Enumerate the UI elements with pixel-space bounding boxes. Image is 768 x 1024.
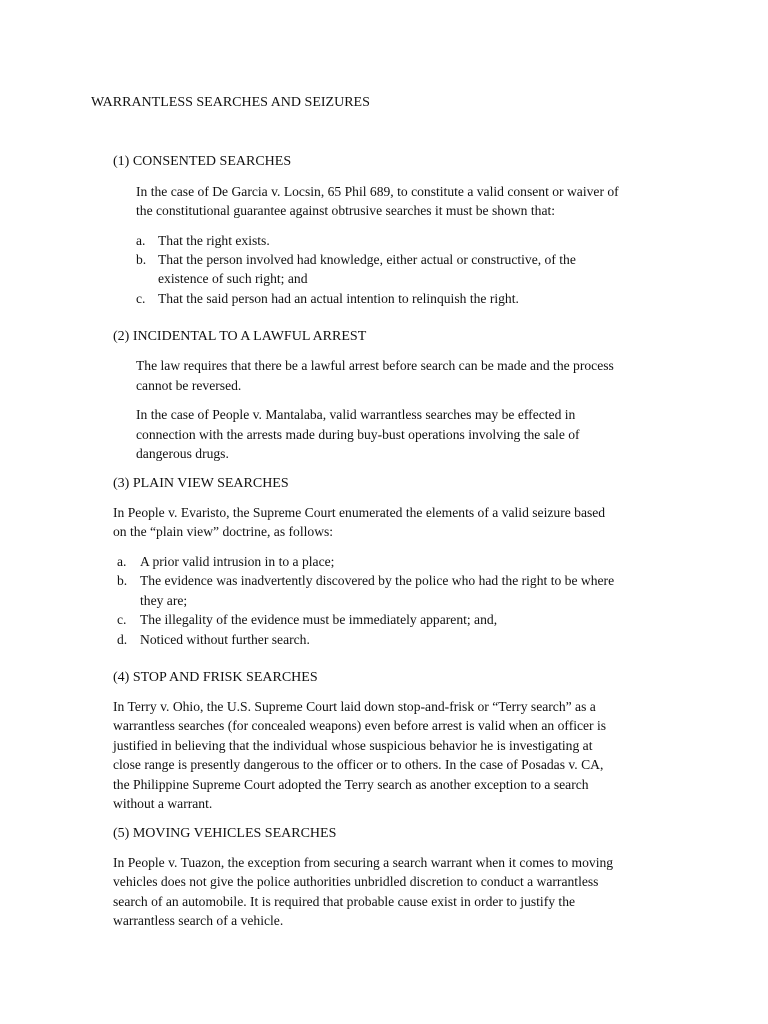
section-5-paragraph-line: vehicles does not give the police authorities unbridled discretion to conduct a warrantless [113, 874, 599, 889]
section-2-heading: (2) INCIDENTAL TO A LAWFUL ARREST [113, 329, 367, 344]
section-5-paragraph-line: In People v. Tuazon, the exception from securing a search warrant when it comes to moving [113, 855, 614, 870]
section-3-intro-line: on the “plain view” doctrine, as follows: [113, 524, 334, 539]
list-item-text: A prior valid intrusion in to a place; [140, 554, 335, 569]
list-marker: c. [136, 291, 146, 306]
list-item-text: The illegality of the evidence must be immediately apparent; and, [140, 612, 498, 627]
section-4-paragraph-line: justified in believing that the individual whose suspicious behavior he is investigating at [113, 738, 593, 753]
list-item-text: The evidence was inadvertently discovered by the police who had the right to be where [140, 573, 615, 588]
list-item-text: That the person involved had knowledge, either actual or constructive, of the [158, 252, 576, 267]
section-1-intro-line-2: the constitutional guarantee against obtrusive searches it must be shown that: [136, 203, 556, 218]
section-3-heading: (3) PLAIN VIEW SEARCHES [113, 476, 289, 491]
section-4-paragraph-line: warrantless searches (for concealed weapons) even before arrest is valid when an officer is [113, 718, 607, 733]
list-marker: b. [136, 252, 147, 267]
list-marker: b. [117, 573, 128, 588]
list-marker: a. [136, 233, 146, 248]
list-item-text: That the right exists. [158, 233, 270, 248]
list-item-text: Noticed without further search. [140, 632, 310, 647]
section-5-paragraph-line: warrantless search of a vehicle. [113, 913, 284, 928]
section-2-paragraph-1-line: The law requires that there be a lawful arrest before search can be made and the process [136, 358, 614, 373]
list-marker: a. [117, 554, 127, 569]
section-1-heading: (1) CONSENTED SEARCHES [113, 154, 292, 169]
section-3-intro-line: In People v. Evaristo, the Supreme Court enumerated the elements of a valid seizure based [113, 505, 606, 520]
section-2-paragraph-1-line: cannot be reversed. [136, 378, 242, 393]
list-item-text: That the said person had an actual intention to relinquish the right. [158, 291, 519, 306]
list-marker: c. [117, 612, 127, 627]
document-title: WARRANTLESS SEARCHES AND SEIZURES [91, 95, 370, 110]
section-2-paragraph-2-line: dangerous drugs. [136, 446, 229, 461]
section-4-paragraph-line: In Terry v. Ohio, the U.S. Supreme Court laid down stop-and-frisk or “Terry search” as a [113, 699, 596, 714]
section-4-paragraph-line: without a warrant. [113, 796, 213, 811]
section-5-heading: (5) MOVING VEHICLES SEARCHES [113, 826, 337, 841]
section-2-paragraph-2-line: connection with the arrests made during buy-bust operations involving the sale of [136, 427, 580, 442]
section-4-heading: (4) STOP AND FRISK SEARCHES [113, 670, 318, 685]
section-1-intro-line-1: In the case of De Garcia v. Locsin, 65 Phil 689, to constitute a valid consent or waiver of [136, 184, 619, 199]
list-item-text: they are; [140, 593, 188, 608]
section-4-paragraph-line: close range is presently dangerous to the officer or to others. In the case of Posadas v. CA, [113, 757, 604, 772]
list-item-text: existence of such right; and [158, 271, 308, 286]
list-marker: d. [117, 632, 128, 647]
section-2-paragraph-2-line: In the case of People v. Mantalaba, valid warrantless searches may be effected in [136, 407, 576, 422]
section-5-paragraph-line: search of an automobile. It is required that probable cause exist in order to justify the [113, 894, 576, 909]
section-4-paragraph-line: the Philippine Supreme Court adopted the Terry search as another exception to a search [113, 777, 589, 792]
